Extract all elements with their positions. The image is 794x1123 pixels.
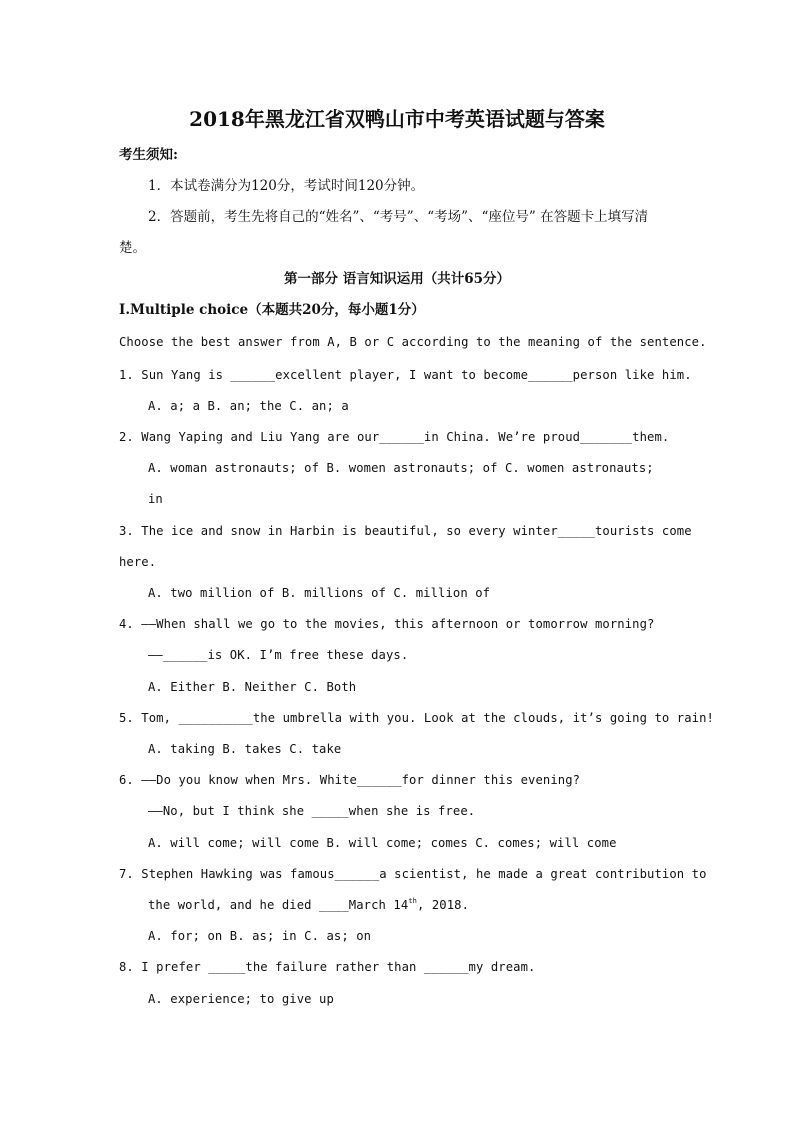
ordinal-suffix: th — [408, 897, 417, 905]
notice-item-2-continued: 楚。 — [119, 240, 146, 256]
part-heading: 第一部分 语言知识运用（共计65分） — [284, 271, 510, 287]
question-8: 8. I prefer _____the failure rather than ______my dream. — [119, 960, 536, 974]
question-3: 3. The ice and snow in Harbin is beautiful, so every winter_____tourists come — [119, 524, 692, 538]
question-3-options: A. two million of B. millions of C. million of — [148, 586, 491, 600]
question-4-reply: ——______is OK. I’m free these days. — [148, 648, 409, 662]
question-7-continued-year: , 2018. — [416, 898, 470, 912]
question-7: 7. Stephen Hawking was famous______a scientist, he made a great contribution to — [119, 867, 707, 881]
question-7-continued-text: the world, and he died ____March 14 — [148, 898, 409, 912]
question-6-options: A. will come; will come B. will come; comes C. comes; will come — [148, 836, 617, 850]
question-4-options: A. Either B. Neither C. Both — [148, 680, 357, 694]
question-2-options-continued: in — [148, 492, 163, 506]
question-1-options: A. a; a B. an; the C. an; a — [148, 399, 349, 413]
question-7-options: A. for; on B. as; in C. as; on — [148, 929, 372, 943]
question-4: 4. ——When shall we go to the movies, this afternoon or tomorrow morning? — [119, 617, 655, 631]
question-2-options: A. woman astronauts; of B. women astronauts; of C. women astronauts; — [148, 461, 654, 475]
question-3-continued: here. — [119, 555, 157, 569]
notice-item-2: 2．答题前，考生先将自己的“姓名”、“考号”、“考场”、“座位号” 在答题卡上填写清 — [148, 209, 649, 225]
question-1: 1. Sun Yang is ______excellent player, I want to become______person like him. — [119, 368, 692, 382]
question-6: 6. ——Do you know when Mrs. White______for dinner this evening? — [119, 773, 581, 787]
question-6-reply: ——No, but I think she _____when she is free. — [148, 804, 476, 818]
question-5-options: A. taking B. takes C. take — [148, 742, 342, 756]
question-8-options: A. experience; to give up — [148, 992, 334, 1006]
question-7-continued — [148, 897, 469, 913]
document-title: 2018年黑龙江省双鸭山市中考英语试题与答案 — [189, 107, 605, 131]
section-heading: Ⅰ.Multiple choice（本题共20分，每小题1分） — [119, 302, 425, 318]
notice-item-1: 1．本试卷满分为120分，考试时间120分钟。 — [148, 178, 425, 194]
question-5: 5. Tom, __________the umbrella with you. Look at the clouds, it’s going to rain! — [119, 711, 714, 725]
notice-heading: 考生须知: — [119, 147, 178, 163]
instruction: Choose the best answer from A, B or C according to the meaning of the sentence. — [119, 335, 707, 349]
question-2: 2. Wang Yaping and Liu Yang are our______in China. We’re proud_______them. — [119, 430, 670, 444]
